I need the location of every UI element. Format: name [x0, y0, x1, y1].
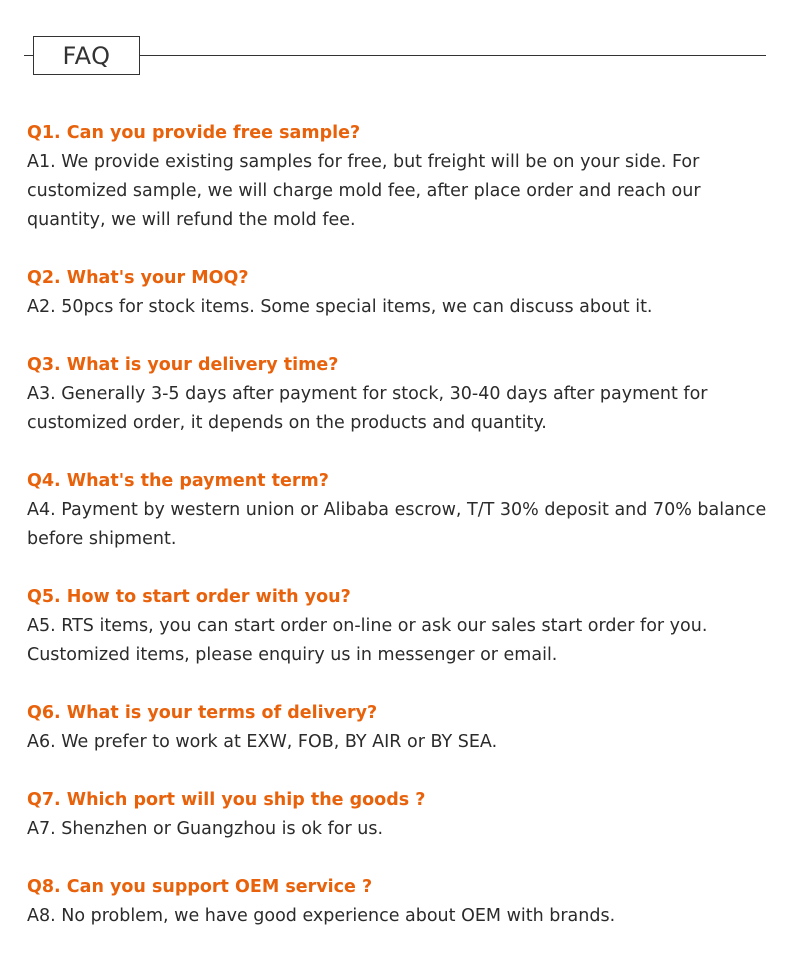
faq-answer-7: A7. Shenzhen or Guangzhou is ok for us.: [27, 819, 384, 839]
faq-item-2: [27, 264, 772, 322]
faq-answer-6: A6. We prefer to work at EXW, FOB, BY AIR or BY SEA.: [27, 732, 498, 752]
faq-item-7: [27, 786, 772, 844]
faq-question-5: Q5. How to start order with you?: [27, 587, 351, 607]
faq-question-1: Q1. Can you provide free sample?: [27, 123, 361, 143]
faq-header: [0, 0, 790, 100]
faq-question-7: Q7. Which port will you ship the goods ?: [27, 790, 426, 810]
faq-item-6: [27, 699, 772, 757]
faq-question-6: Q6. What is your terms of delivery?: [27, 703, 378, 723]
faq-title-box: [33, 36, 140, 75]
faq-item-4: [27, 467, 772, 554]
faq-answer-1: A1. We provide existing samples for free, but freight will be on your side. For customized sample, we will charge mold fee, after place order and reach our quantity, we will refund the mold fee.: [27, 152, 701, 230]
faq-answer-5: A5. RTS items, you can start order on-line or ask our sales start order for you. Customized items, please enquiry us in messenger or email.: [27, 616, 708, 665]
faq-list: [27, 119, 772, 960]
faq-item-1: [27, 119, 772, 235]
faq-question-2: Q2. What's your MOQ?: [27, 268, 249, 288]
faq-question-3: Q3. What is your delivery time?: [27, 355, 339, 375]
faq-title: FAQ: [62, 41, 111, 70]
faq-answer-8: A8. No problem, we have good experience about OEM with brands.: [27, 906, 616, 926]
faq-question-8: Q8. Can you support OEM service ?: [27, 877, 373, 897]
faq-answer-3: A3. Generally 3-5 days after payment for stock, 30-40 days after payment for customized order, it depends on the products and quantity.: [27, 384, 708, 433]
faq-item-5: [27, 583, 772, 670]
faq-question-4: Q4. What's the payment term?: [27, 471, 329, 491]
faq-answer-4: A4. Payment by western union or Alibaba escrow, T/T 30% deposit and 70% balance before shipment.: [27, 500, 767, 549]
faq-item-8: [27, 873, 772, 931]
faq-item-3: [27, 351, 772, 438]
faq-answer-2: A2. 50pcs for stock items. Some special items, we can discuss about it.: [27, 297, 653, 317]
